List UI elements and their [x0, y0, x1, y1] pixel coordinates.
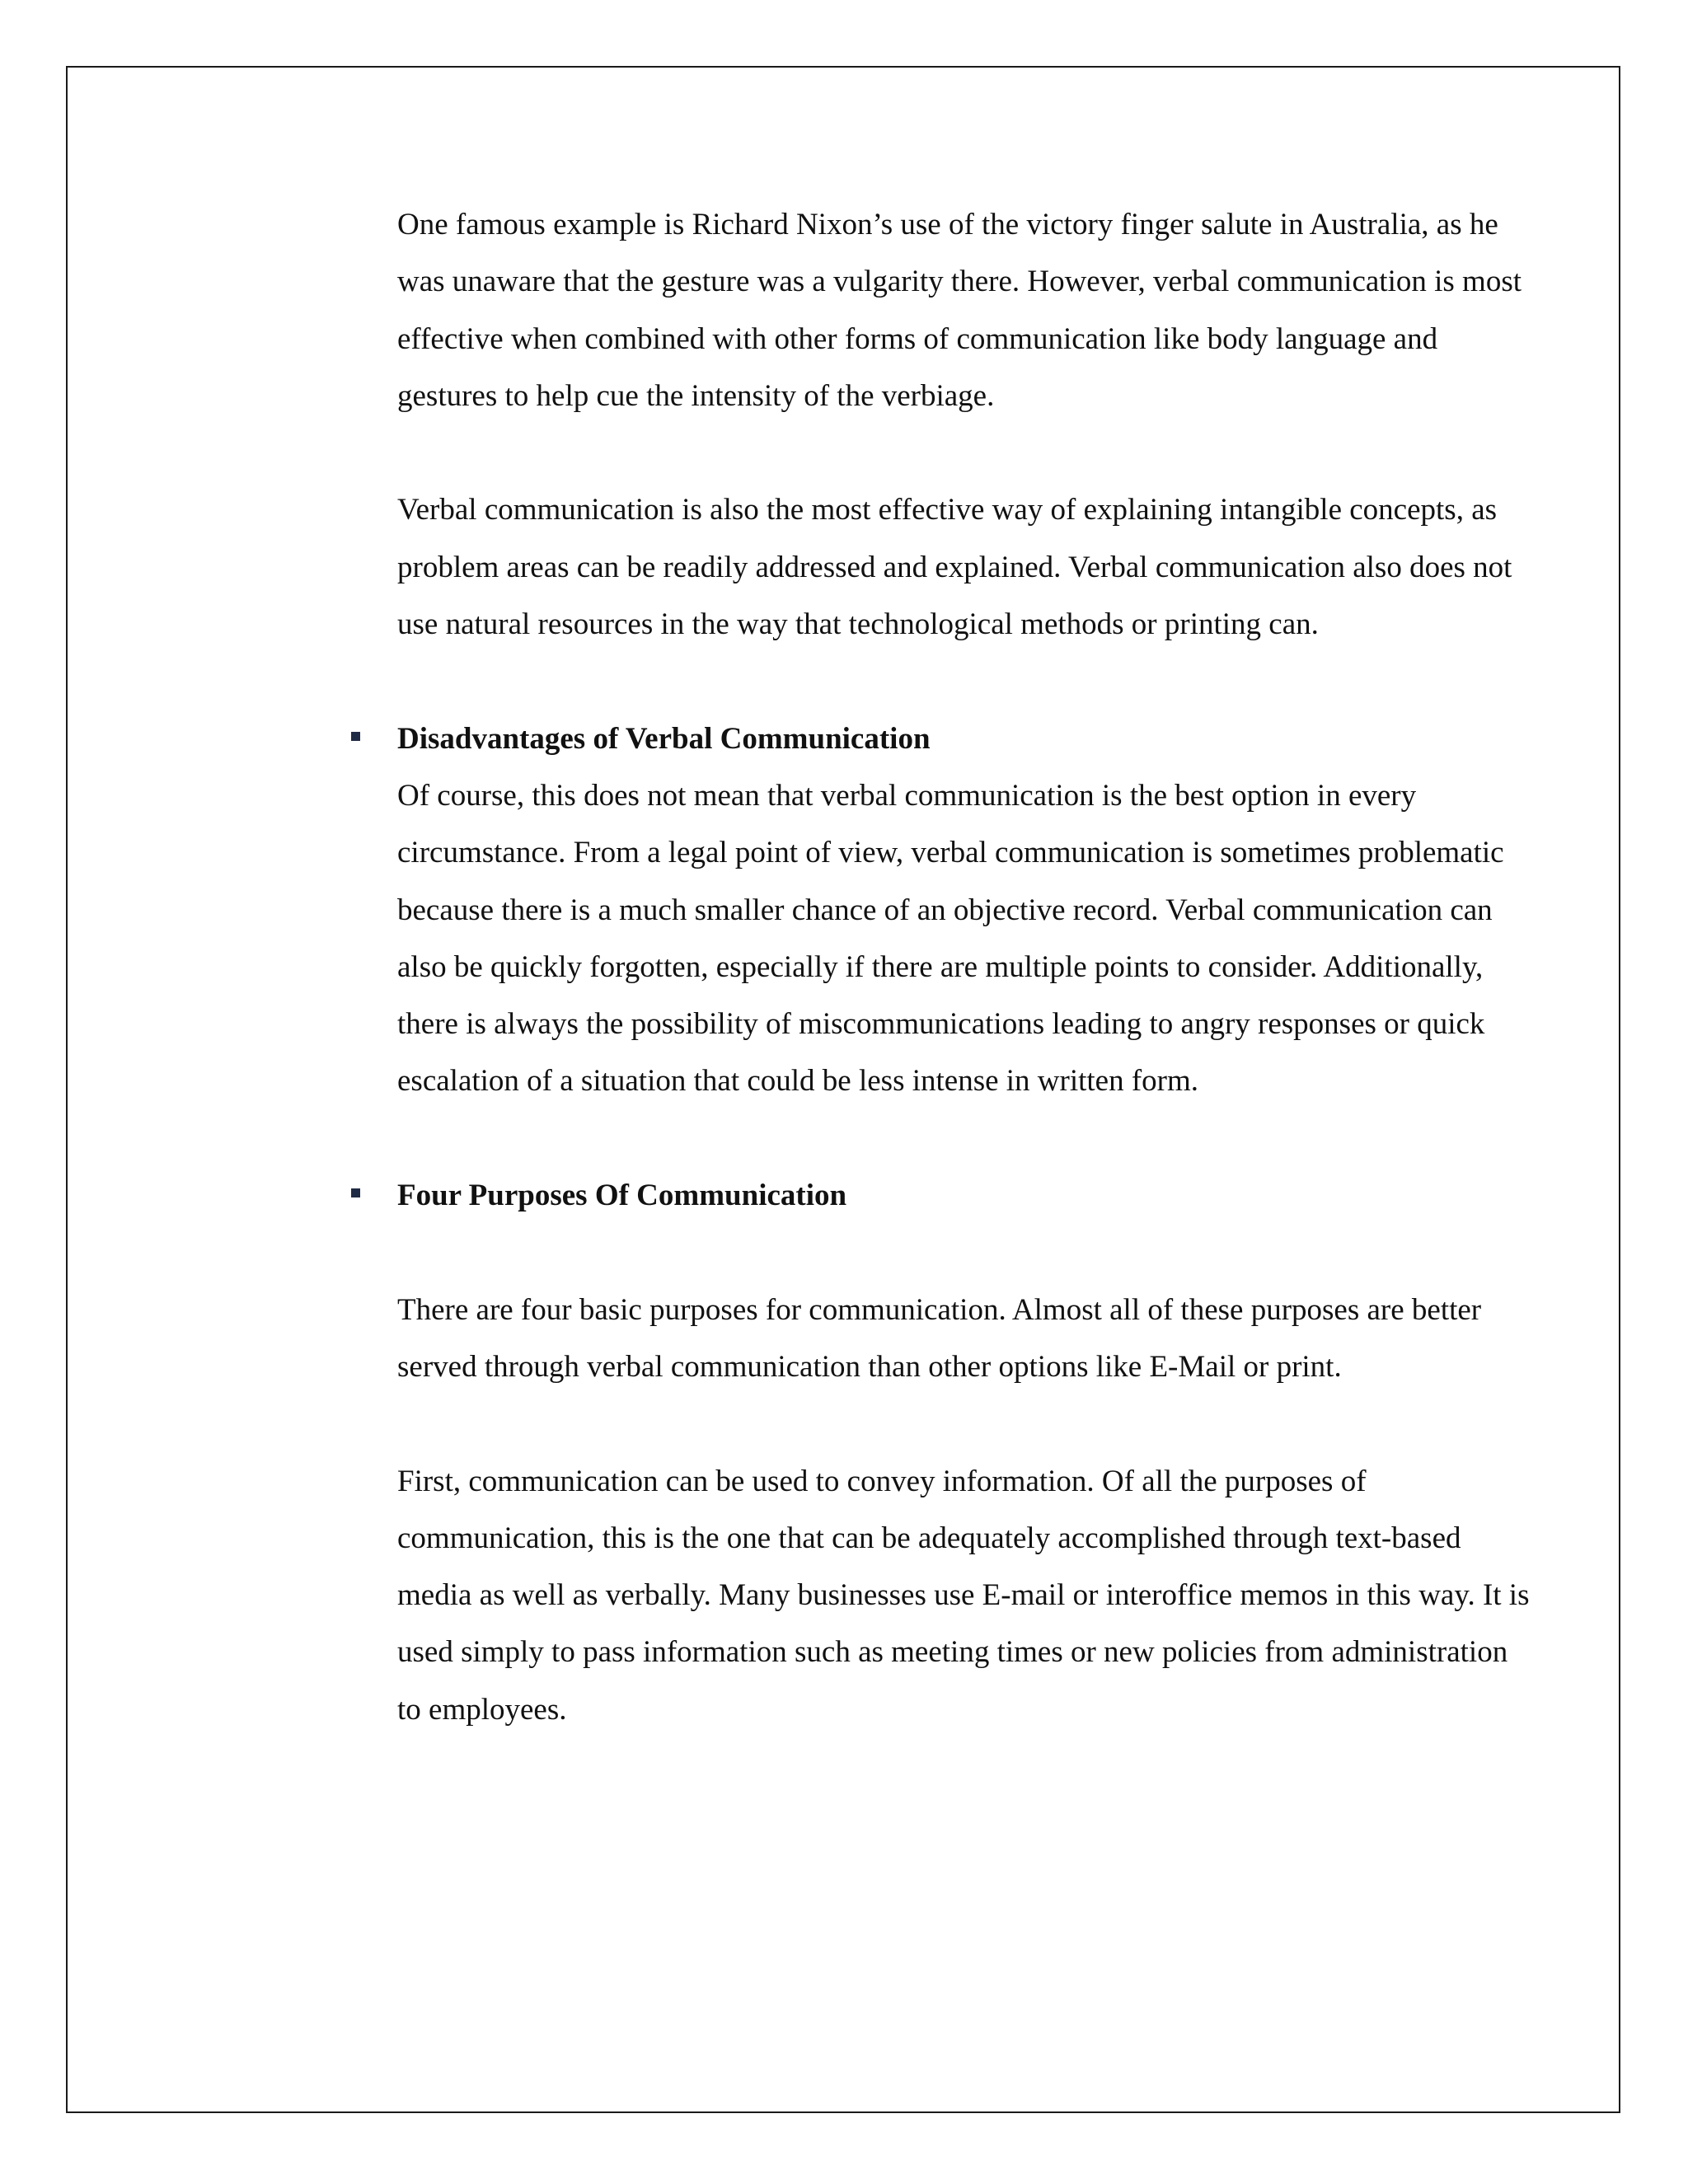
section-heading-four-purposes: Four Purposes Of Communication [397, 1179, 847, 1213]
paragraph-nixon-example: One famous example is Richard Nixon’s use of the victory finger salute in Australia, as he was unaware that the gesture was a vulgarity there. However, verbal communication is most effective when combined with other forms of communication like body language and gestures to help cue the intensity of the verbiage. [397, 208, 1522, 413]
square-bullet-icon [351, 732, 360, 741]
paragraph-gap [397, 1110, 1535, 1167]
document-body [397, 196, 1535, 1738]
square-bullet-icon [351, 1188, 360, 1197]
paragraph-gap [397, 424, 1535, 481]
section-disadvantages [397, 710, 1535, 1110]
paragraph-gap [397, 1224, 1535, 1281]
section-four-purposes [397, 1167, 1535, 1224]
paragraph-four-purposes: There are four basic purposes for communication. Almost all of these purposes are better served through verbal communication than other options like E-Mail or print. [397, 1292, 1482, 1384]
paragraph-convey-information: First, communication can be used to convey information. Of all the purposes of communication, this is the one that can be adequately accomplished through text-based media as well as verbally. Many businesses use E-mail or interoffice memos in this way. It is used simply to pass information such as meeting times or new policies from administration to employees. [397, 1464, 1530, 1727]
paragraph-intangible-concepts: Verbal communication is also the most effective way of explaining intangible concepts, as problem areas can be readily addressed and explained. Verbal communication also does not use natural resources in the way that technological methods or printing can. [397, 493, 1512, 642]
section-heading-disadvantages: Disadvantages of Verbal Communication [397, 721, 931, 756]
paragraph-disadvantages: Of course, this does not mean that verbal communication is the best option in every circumstance. From a legal point of view, verbal communication is sometimes problematic because there is a much smaller chance of an objective record. Verbal communication can also be quickly forgotten, especially if there are multiple points to consider. Additionally, there is always the possibility of miscommunications leading to angry responses or quick escalation of a situation that could be less intense in written form. [397, 778, 1504, 1099]
paragraph-gap [397, 1395, 1535, 1452]
paragraph-gap [397, 653, 1535, 710]
